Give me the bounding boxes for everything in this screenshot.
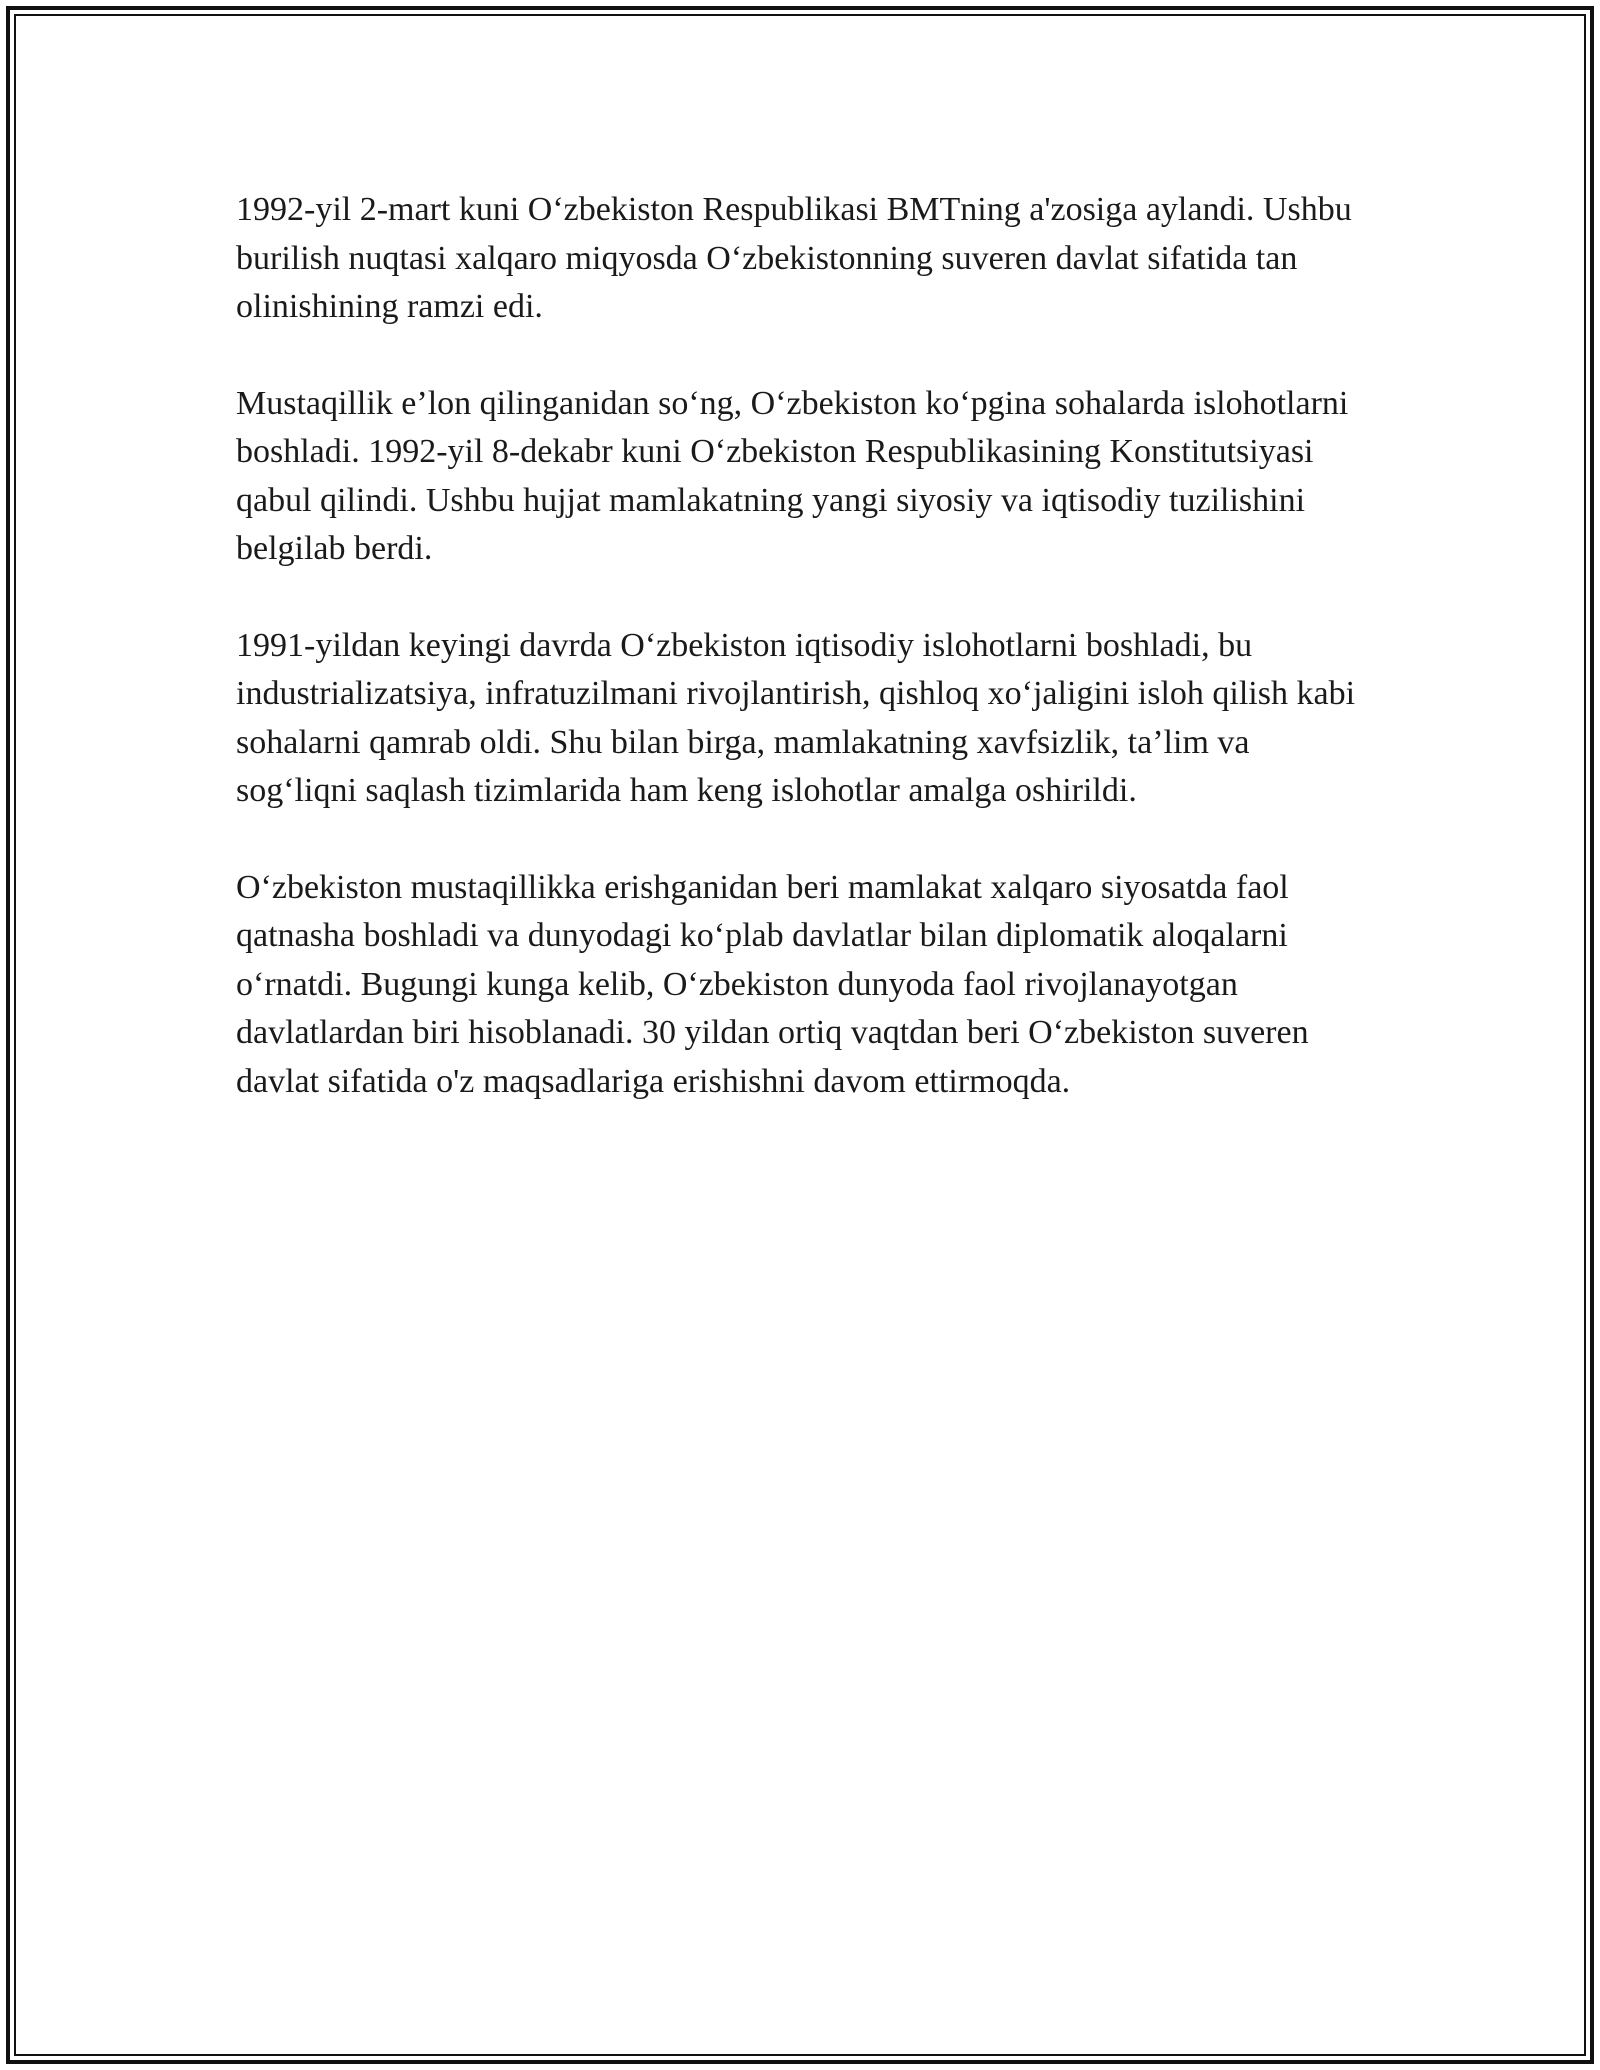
paragraph-international-relations: O‘zbekiston mustaqillikka erishganidan beri mamlakat xalqaro siyosatda faol qatnasha boshladi va dunyodagi ko‘plab davlatlar bilan diplomatik aloqalarni o‘rnatdi. Bugungi kunga kelib, O‘zbekiston dunyoda faol rivojlanayotgan davlatlardan biri hisoblanadi. 30 yildan ortiq vaqtdan beri O‘zbekiston suveren davlat sifatida o'z maqsadlariga erishishni davom ettirmoqda. xyxy=(236,868,1309,1100)
document-body xyxy=(236,186,1366,1154)
paragraph-economic-reforms: 1991-yildan keyingi davrda O‘zbekiston iqtisodiy islohotlarni boshladi, bu industrializatsiya, infratuzilmani rivojlantirish, qishloq xo‘jaligini isloh qilish kabi sohalarni qamrab oldi. Shu bilan birga, mamlakatning xavfsizlik, ta’lim va sog‘liqni saqlash tizimlarida ham keng islohotlar amalga oshirildi. xyxy=(236,626,1356,809)
paragraph-un-membership: 1992-yil 2-mart kuni O‘zbekiston Respublikasi BMTning a'zosiga aylandi. Ushbu burilish nuqtasi xalqaro miqyosda O‘zbekistonning suveren davlat sifatida tan olinishining ramzi edi. xyxy=(236,191,1352,325)
paragraph-constitution: Mustaqillik e’lon qilinganidan so‘ng, O‘zbekiston ko‘pgina sohalarda islohotlarni boshladi. 1992-yil 8-dekabr kuni O‘zbekiston Respublikasining Konstitutsiyasi qabul qilindi. Ushbu hujjat mamlakatning yangi siyosiy va iqtisodiy tuzilishini belgilab berdi. xyxy=(236,384,1349,567)
